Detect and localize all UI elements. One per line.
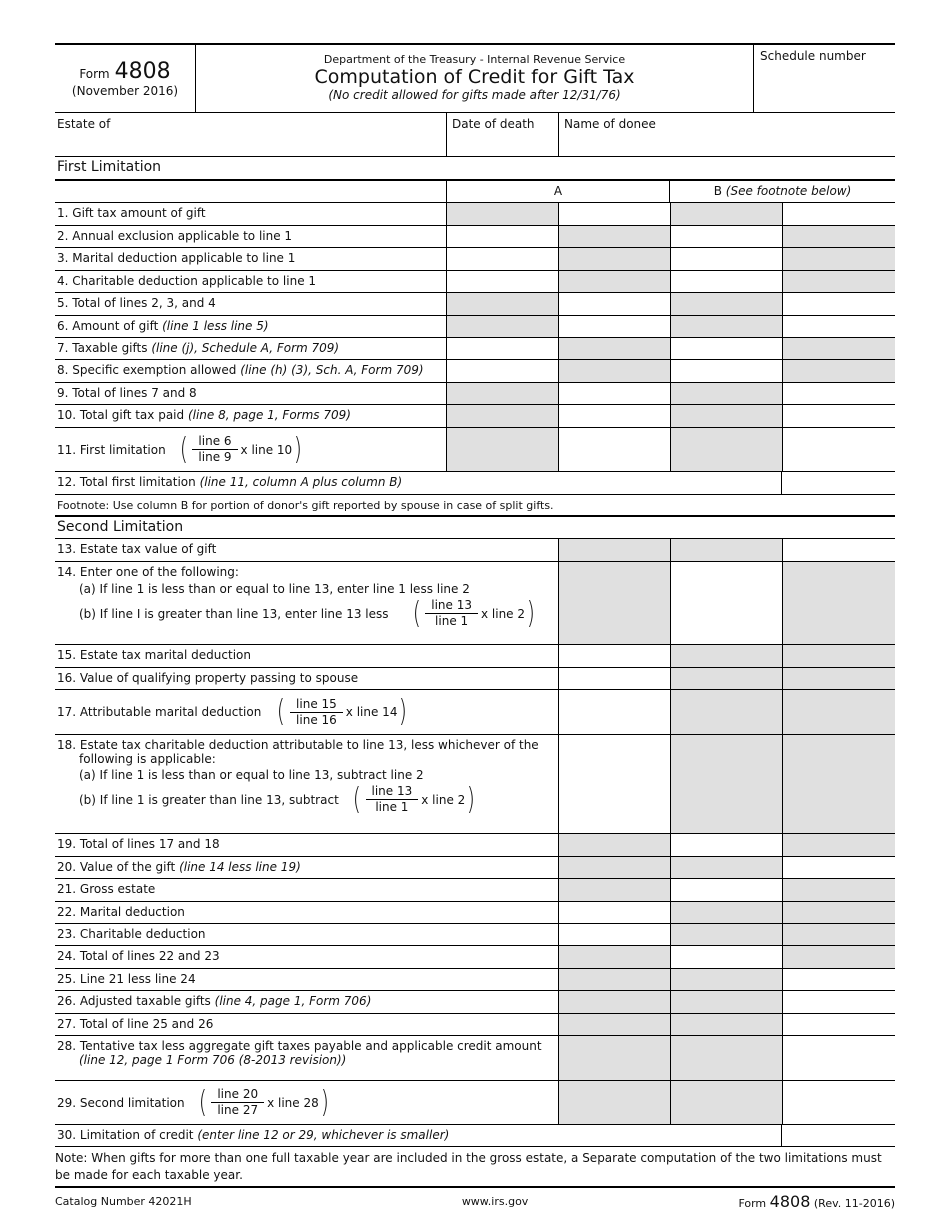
line-6-a[interactable]: [559, 316, 671, 337]
irs-website: www.irs.gov: [461, 1195, 529, 1208]
line-18: 18. Estate tax charitable deduction attributable to line 13, less whichever of the following is applicable: (a) If line 1 is less than or equal to line 13, subtract line 2 (b) If line 1 is greater than line 13, subtract ( $\frac{\text{line 13}}{\text{line 1}}$ x line 2 ): [55, 735, 895, 834]
name-of-donee-label: Name of donee: [564, 117, 656, 131]
line-3: 3. Marital deduction applicable to line 1: [55, 248, 895, 271]
line-2-a[interactable]: [447, 226, 559, 247]
schedule-number-field[interactable]: [754, 45, 895, 112]
line-1: 1. Gift tax amount of gift: [55, 203, 895, 226]
line-18-amount[interactable]: [559, 735, 671, 833]
schedule-number-label: Schedule number: [760, 49, 866, 63]
footer-form-id: Form 4808 (Rev. 11-2016): [738, 1192, 895, 1211]
line-2: 2. Annual exclusion applicable to line 1: [55, 226, 895, 248]
line-4-b[interactable]: [671, 271, 783, 292]
line-22-amount[interactable]: [559, 902, 671, 923]
line-27: 27. Total of line 25 and 26: [55, 1014, 895, 1036]
line-25-amount[interactable]: [783, 969, 895, 990]
line-3-b[interactable]: [671, 248, 783, 270]
line-11-formula: ( $\frac{\text{line 6}}{\text{line 9}}$ x line 10 ): [179, 431, 303, 467]
line-21-amount[interactable]: [671, 879, 783, 901]
line-3-a[interactable]: [447, 248, 559, 270]
line-5-a[interactable]: [559, 293, 671, 315]
form-header: [55, 43, 895, 113]
estate-info-row: [55, 113, 895, 157]
line-20-amount[interactable]: [783, 857, 895, 878]
line-9-a[interactable]: [559, 383, 671, 404]
first-limitation-heading: First Limitation: [55, 157, 895, 181]
form-4808: [55, 43, 895, 1211]
line-10-b[interactable]: [783, 405, 895, 427]
line-23: 23. Charitable deduction: [55, 924, 895, 946]
form-number: 4808: [114, 59, 171, 84]
line-15: 15. Estate tax marital deduction: [55, 645, 895, 668]
line-20: 20. Value of the gift (line 14 less line 19): [55, 857, 895, 879]
line-19-amount[interactable]: [671, 834, 783, 856]
line-26-amount[interactable]: [783, 991, 895, 1013]
line-2-b[interactable]: [671, 226, 783, 247]
line-21: 21. Gross estate: [55, 879, 895, 902]
line-15-amount[interactable]: [559, 645, 671, 667]
form-label: Form: [79, 67, 110, 81]
line-4: 4. Charitable deduction applicable to line 1: [55, 271, 895, 293]
department: Department of the Treasury - Internal Revenue Service: [323, 53, 626, 66]
line-9-b[interactable]: [783, 383, 895, 404]
line-10: 10. Total gift tax paid (line 8, page 1, Forms 709): [55, 405, 895, 428]
estate-of-label: Estate of: [57, 117, 111, 131]
line-8: 8. Specific exemption allowed (line (h) (3), Sch. A, Form 709): [55, 360, 895, 383]
line-29: 29. Second limitation ( $\frac{\text{line 20}}{\text{line 27}}$ x line 28 ): [55, 1081, 895, 1125]
form-id-block: [55, 45, 196, 112]
line-12-amount[interactable]: [782, 472, 894, 494]
line-26: 26. Adjusted taxable gifts (line 4, page 1, Form 706): [55, 991, 895, 1014]
line-17-formula: ( $\frac{\text{line 15}}{\text{line 16}}$ x line 14 ): [277, 694, 408, 729]
line-29-amount[interactable]: [783, 1081, 895, 1124]
line-13: 13. Estate tax value of gift: [55, 539, 895, 562]
column-b-header: B (See footnote below): [713, 184, 852, 198]
line-25: 25. Line 21 less line 24: [55, 969, 895, 991]
line-24: 24. Total of lines 22 and 23: [55, 946, 895, 969]
column-a-header: A: [447, 181, 670, 202]
line-18-formula: ( $\frac{\text{line 13}}{\text{line 1}}$ x line 2 ): [352, 781, 476, 817]
line-19: 19. Total of lines 17 and 18: [55, 834, 895, 857]
column-headers: [55, 181, 895, 203]
catalog-number: Catalog Number 42021H: [55, 1195, 192, 1208]
line-10-a[interactable]: [559, 405, 671, 427]
line-6-b[interactable]: [783, 316, 895, 337]
line-27-amount[interactable]: [783, 1014, 895, 1035]
date-of-death-field[interactable]: [447, 113, 559, 156]
line-28-amount[interactable]: [783, 1036, 895, 1080]
line-7-b[interactable]: [671, 338, 783, 359]
line-11-a[interactable]: [559, 428, 671, 471]
line-12: 12. Total first limitation (line 11, column A plus column B): [55, 472, 895, 495]
line-30: 30. Limitation of credit (enter line 12 or 29, whichever is smaller): [55, 1125, 895, 1147]
line-30-amount[interactable]: [782, 1125, 894, 1146]
line-1-a[interactable]: [559, 203, 671, 225]
form-subtitle: (No credit allowed for gifts made after 12/31/76): [328, 88, 621, 102]
line-14: 14. Enter one of the following: (a) If line 1 is less than or equal to line 13, enter line 1 less line 2 (b) If line I is greater than line 13, enter line 13 less ( $\frac{\text{line 13}}{\text{line 1}}$ x line 2 ): [55, 562, 895, 645]
line-6: 6. Amount of gift (line 1 less line 5): [55, 316, 895, 338]
estate-of-field[interactable]: [55, 113, 447, 156]
line-16-amount[interactable]: [559, 668, 671, 689]
line-4-a[interactable]: [447, 271, 559, 292]
line-22: 22. Marital deduction: [55, 902, 895, 924]
line-5: 5. Total of lines 2, 3, and 4: [55, 293, 895, 316]
name-of-donee-field[interactable]: [559, 113, 895, 156]
line-29-formula: ( $\frac{\text{line 20}}{\text{line 27}}$ x line 28 ): [198, 1084, 329, 1120]
first-limitation-footnote: Footnote: Use column B for portion of donor's gift reported by spouse in case of split gifts.: [55, 495, 895, 517]
taxable-year-note: Note: When gifts for more than one full taxable year are included in the gross estate, a Separate computation of the two limitations must be made for each taxable year.: [55, 1147, 895, 1188]
line-13-amount[interactable]: [783, 539, 895, 561]
form-footer: [55, 1188, 895, 1211]
line-5-b[interactable]: [783, 293, 895, 315]
line-11: 11. First limitation ( $\frac{\text{line 6}}{\text{line 9}}$ x line 10 ): [55, 428, 895, 472]
line-17: 17. Attributable marital deduction ( $\frac{\text{line 15}}{\text{line 16}}$ x line 14 ): [55, 690, 895, 735]
title-block: [196, 45, 754, 112]
line-11-b[interactable]: [783, 428, 895, 471]
line-23-amount[interactable]: [559, 924, 671, 945]
line-28: 28. Tentative tax less aggregate gift taxes payable and applicable credit amount (line 12, page 1 Form 706 (8-2013 revision)): [55, 1036, 895, 1081]
line-14-formula: ( $\frac{\text{line 13}}{\text{line 1}}$ x line 2 ): [412, 595, 535, 631]
line-1-b[interactable]: [783, 203, 895, 225]
line-7-a[interactable]: [447, 338, 559, 359]
line-8-b[interactable]: [671, 360, 783, 382]
line-17-amount[interactable]: [559, 690, 671, 734]
form-title: Computation of Credit for Gift Tax: [314, 66, 635, 88]
line-14-amount[interactable]: [671, 562, 783, 644]
line-24-amount[interactable]: [671, 946, 783, 968]
line-7: 7. Taxable gifts (line (j), Schedule A, Form 709): [55, 338, 895, 360]
line-8-a[interactable]: [447, 360, 559, 382]
second-limitation-heading: Second Limitation: [55, 517, 895, 539]
date-of-death-label: Date of death: [452, 117, 535, 131]
line-9: 9. Total of lines 7 and 8: [55, 383, 895, 405]
line-16: 16. Value of qualifying property passing to spouse: [55, 668, 895, 690]
form-date: (November 2016): [71, 84, 179, 98]
